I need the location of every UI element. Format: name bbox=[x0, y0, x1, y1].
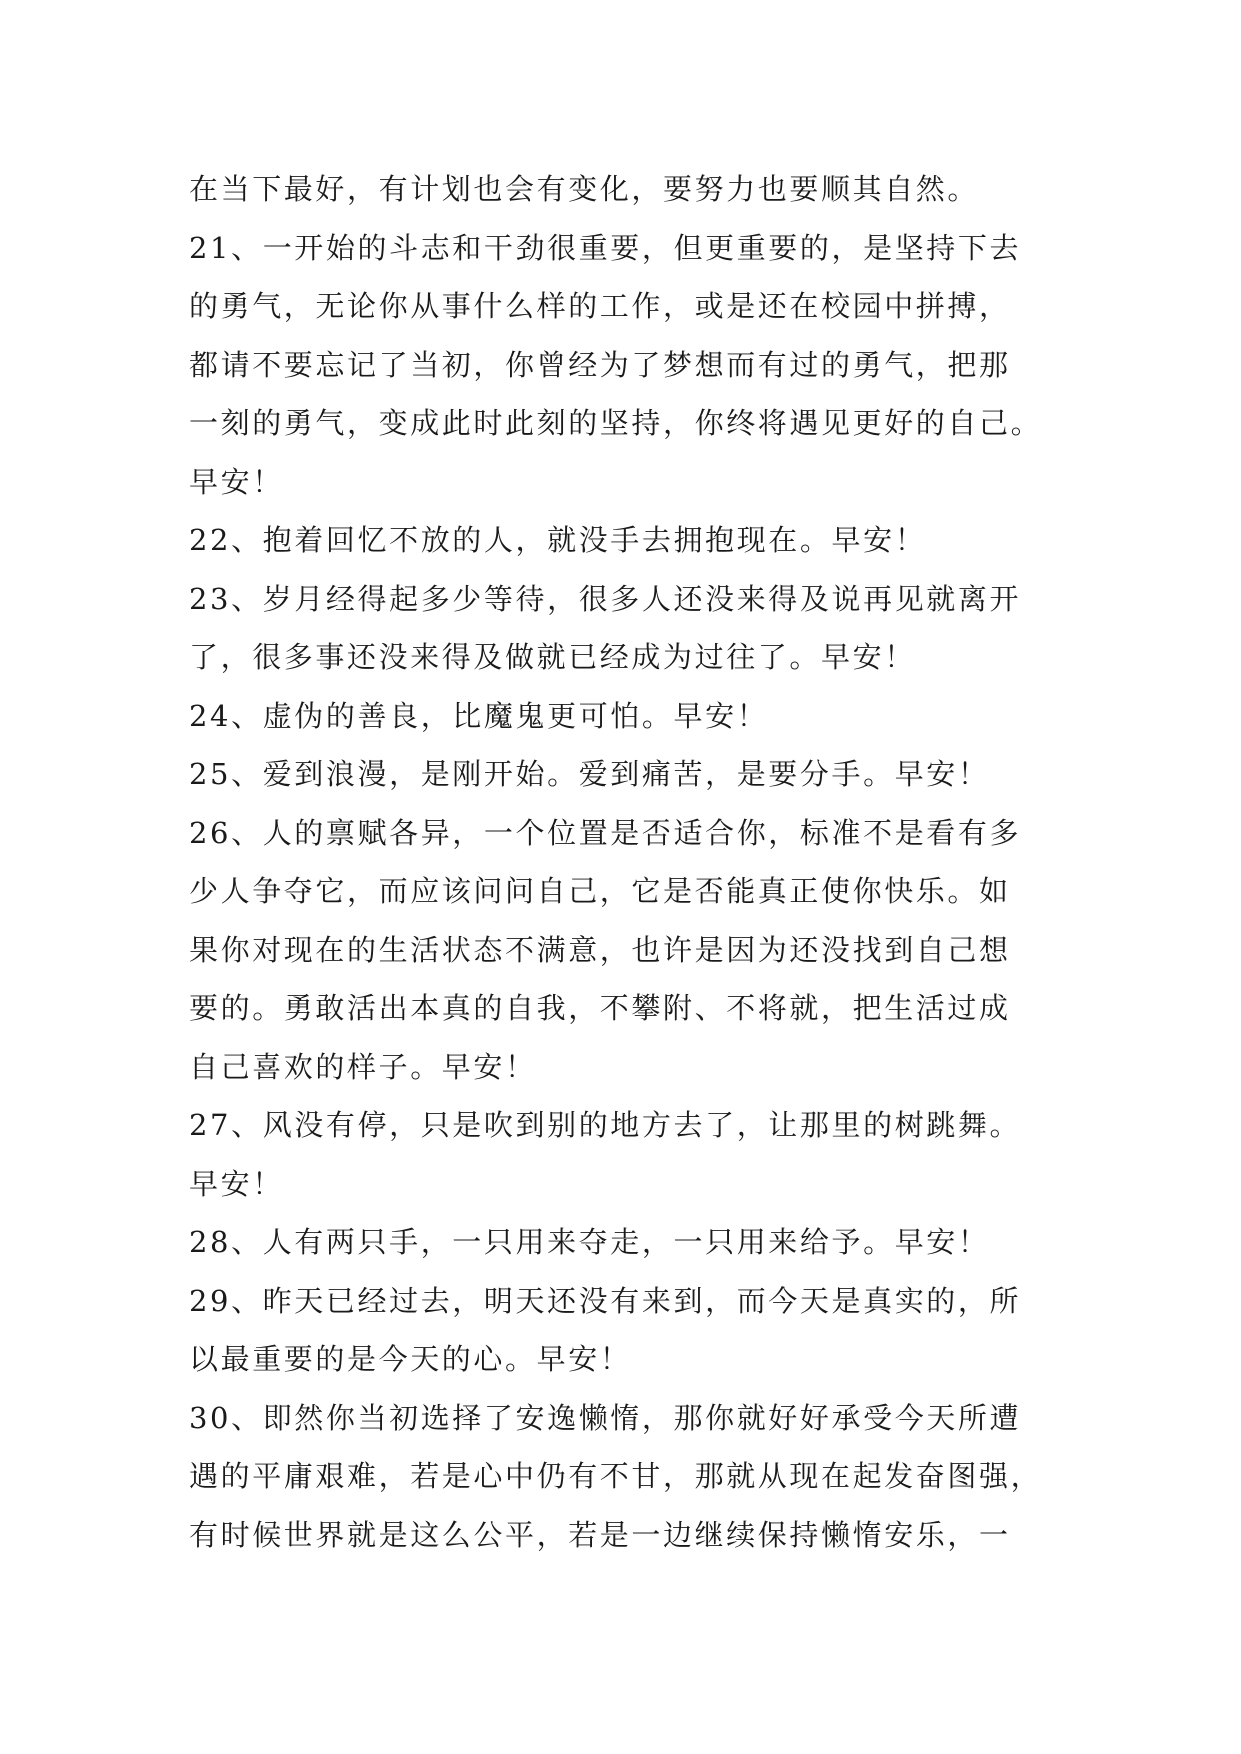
text-line: 30、即然你当初选择了安逸懒惰，那你就好好承受今天所遭 bbox=[189, 1400, 1022, 1435]
text-line: 21、一开始的斗志和干劲很重要，但更重要的，是坚持下去 bbox=[189, 230, 1022, 265]
text-line: 23、岁月经得起多少等待，很多人还没来得及说再见就离开 bbox=[189, 581, 1022, 616]
body-text bbox=[189, 160, 1089, 1564]
text-line: 果你对现在的生活状态不满意，也许是因为还没找到自己想 bbox=[189, 932, 1011, 967]
text-line: 27、风没有停，只是吹到别的地方去了，让那里的树跳舞。 bbox=[189, 1108, 1022, 1142]
text-line: 28、人有两只手，一只用来夺走，一只用来给予。早安！ bbox=[189, 1225, 990, 1259]
text-line: 要的。勇敢活出本真的自我，不攀附、不将就，把生活过成 bbox=[189, 991, 1011, 1025]
text-line: 都请不要忘记了当初，你曾经为了梦想而有过的勇气，把那 bbox=[189, 347, 1011, 382]
text-line: 了，很多事还没来得及做就已经成为过往了。早安！ bbox=[189, 640, 916, 674]
text-line: 24、虚伪的善良，比魔鬼更可怕。早安！ bbox=[189, 698, 769, 733]
text-line: 少人争夺它，而应该问问自己，它是否能真正使你快乐。如 bbox=[189, 874, 1011, 908]
text-line: 早安！ bbox=[189, 464, 284, 499]
text-line: 以最重要的是今天的心。早安！ bbox=[189, 1342, 632, 1376]
text-line: 遇的平庸艰难，若是心中仍有不甘，那就从现在起发奋图强， bbox=[189, 1459, 1043, 1493]
text-line: 29、昨天已经过去，明天还没有来到，而今天是真实的，所 bbox=[189, 1283, 1022, 1318]
text-line: 一刻的勇气，变成此时此刻的坚持，你终将遇见更好的自己。 bbox=[189, 406, 1043, 440]
text-line: 在当下最好，有计划也会有变化，要努力也要顺其自然。 bbox=[189, 172, 980, 206]
text-line: 22、抱着回忆不放的人，就没手去拥抱现在。早安！ bbox=[189, 523, 927, 557]
text-line: 26、人的禀赋各异，一个位置是否适合你，标准不是看有多 bbox=[189, 815, 1022, 850]
text-line: 自己喜欢的样子。早安！ bbox=[189, 1049, 537, 1084]
text-line: 有时候世界就是这么公平，若是一边继续保持懒惰安乐，一 bbox=[189, 1517, 1011, 1552]
text-line: 25、爱到浪漫，是刚开始。爱到痛苦，是要分手。早安！ bbox=[189, 757, 990, 791]
text-line: 的勇气，无论你从事什么样的工作，或是还在校园中拼搏， bbox=[189, 289, 1011, 323]
text-line: 早安！ bbox=[189, 1166, 284, 1201]
